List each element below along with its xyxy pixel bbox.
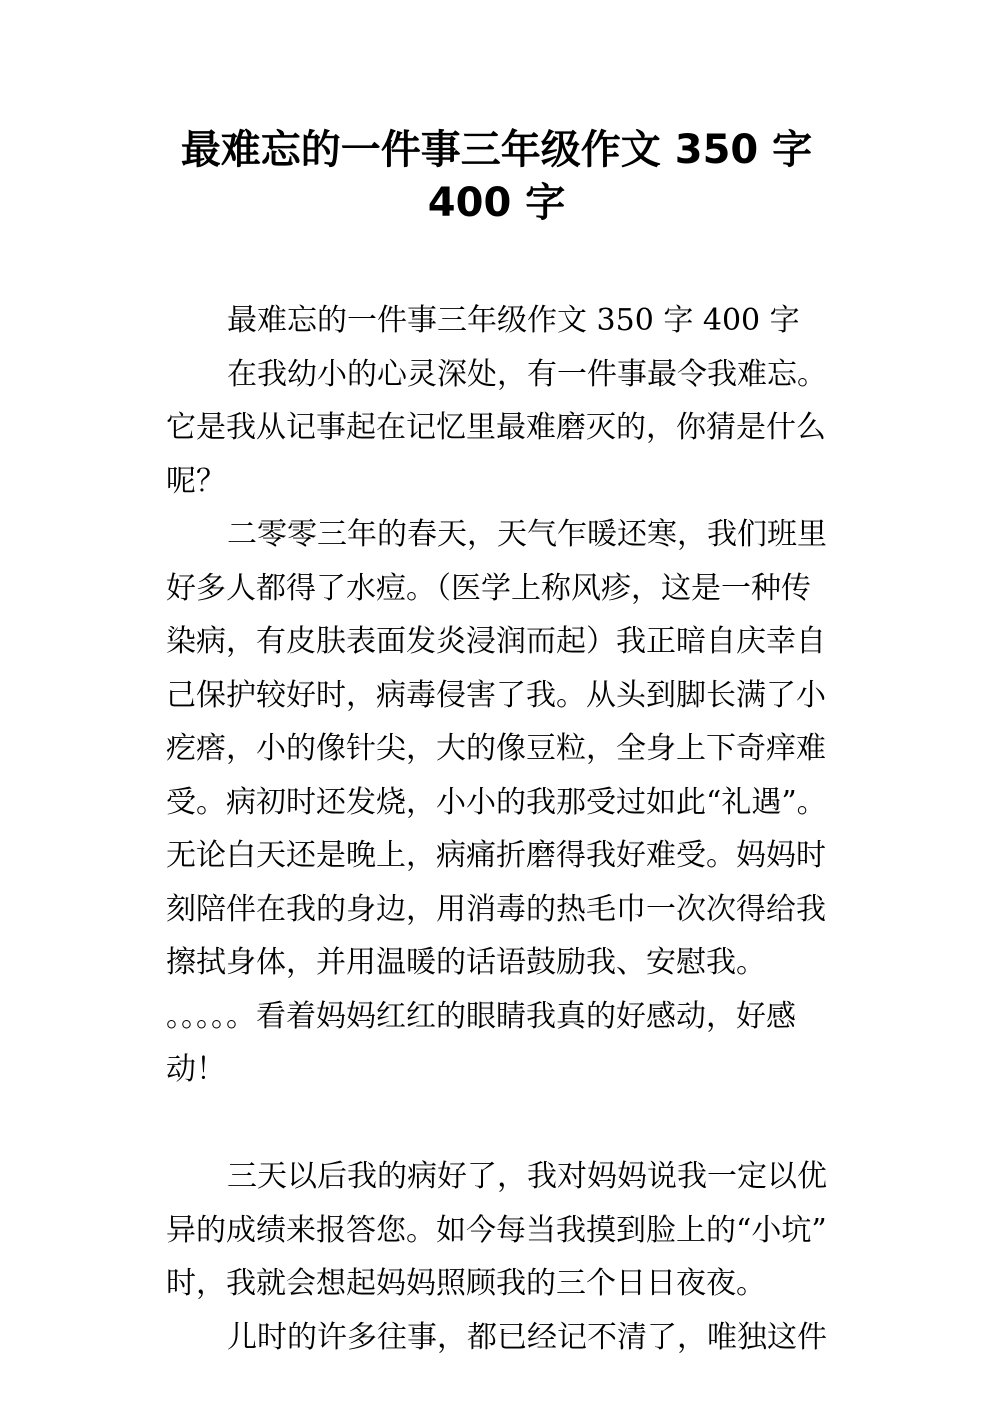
paragraph-intro: 在我幼小的心灵深处，有一件事最令我难忘。 它是我从记事起在记忆里最难磨灭的，你猜是什么 呢？ bbox=[166, 356, 827, 499]
paragraph-illness: 二零零三年的春天，天气乍暖还寒，我们班里 好多人都得了水痘。（医学上称风疹，这是一种传 染病，有皮肤表面发炎浸润而起）我正暗自庆幸自 己保护较好时，病毒侵害了我。从头到脚长满了小 疙瘩，小的像针尖，大的像豆粒，全身上下奇痒难 受。病初时还发烧，小小的我那受过如此“礼遇”。 无论白天还是晚上，病痛折磨得我好难受。妈妈时 刻陪伴在我的身边，用消毒的热毛巾一次次得给我 擦拭身体，并用温暖的话语鼓励我、安慰我。 。。。。。看着妈妈红红的眼睛我真的好感动，好感动！ bbox=[166, 517, 827, 1087]
document-title bbox=[0, 124, 993, 230]
paragraph-subtitle: 最难忘的一件事三年级作文 350 字 400 字 bbox=[227, 303, 800, 338]
paragraph-recovery: 三天以后我的病好了，我对妈妈说我一定以优 异的成绩来报答您。如今每当我摸到脸上的“小坑” 时，我就会想起妈妈照顾我的三个日日夜夜。 bbox=[166, 1159, 827, 1301]
title-line-1: 最难忘的一件事三年级作文 350 字 bbox=[180, 127, 813, 173]
document-body bbox=[166, 294, 846, 1364]
paragraph-closing: 儿时的许多往事，都已经记不清了，唯独这件 bbox=[227, 1319, 827, 1355]
title-line-2: 400 字 bbox=[427, 180, 566, 226]
